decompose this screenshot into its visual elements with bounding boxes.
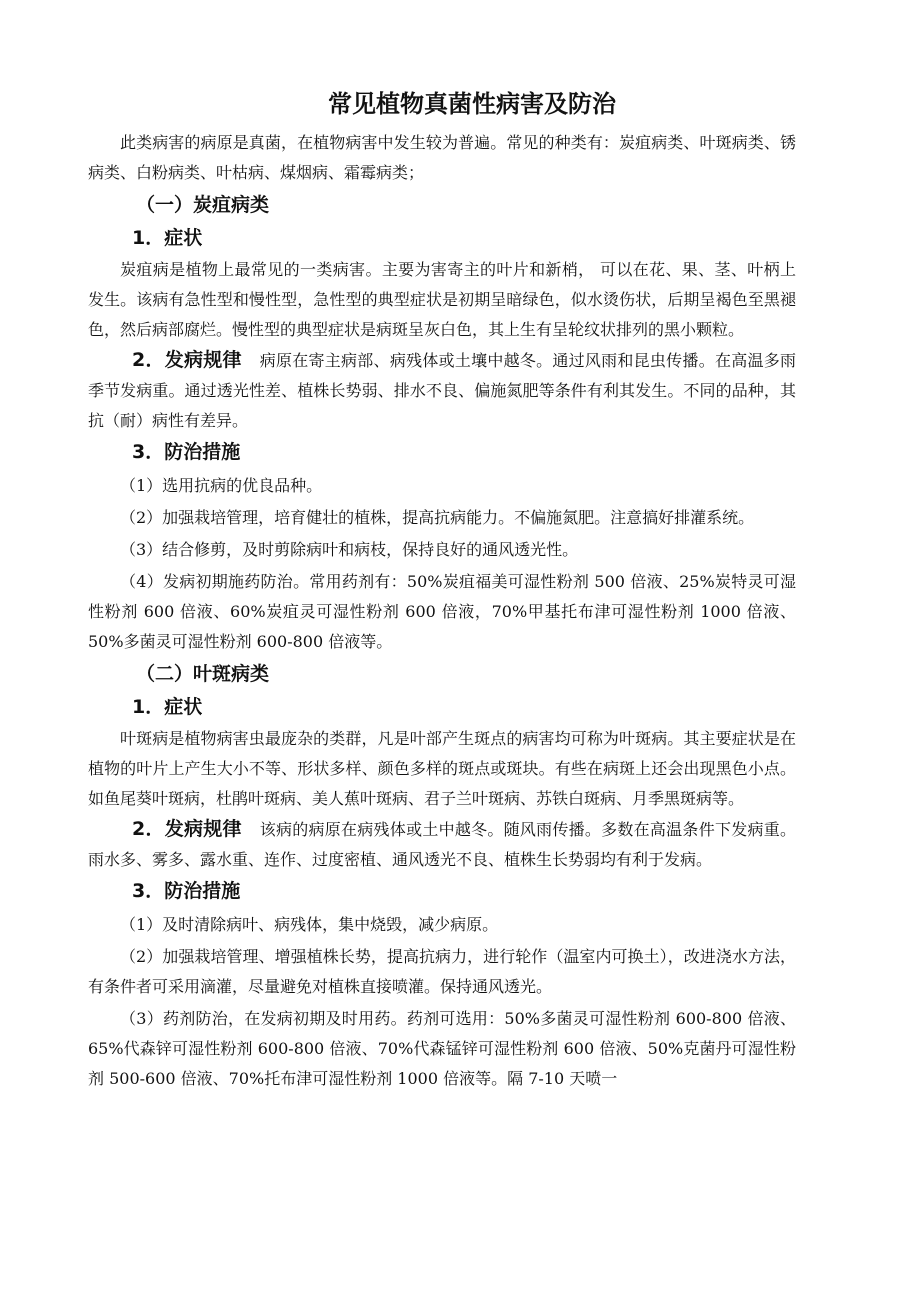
intro-paragraph: 此类病害的病原是真菌，在植物病害中发生较为普遍。常见的种类有：炭疽病类、叶斑病类、锈病类、白粉病类、叶枯病、煤烟病、霜霉病类；: [88, 133, 796, 182]
control-heading: 3．防治措施: [132, 880, 241, 902]
control-item: （2）加强栽培管理，培育健壮的植株，提高抗病能力。不偏施氮肥。注意搞好排灌系统。: [120, 508, 755, 527]
section-heading-leaf-spot: （二）叶斑病类: [136, 663, 270, 685]
control-item: （1）及时清除病叶、病残体，集中烧毁，减少病原。: [120, 915, 499, 934]
document-title: 常见植物真菌性病害及防治: [328, 90, 616, 118]
pattern-text: 该病的病原在病残体或土中越冬。随风雨传播。多数在高温条件下发病重。雨水多、雾多、露水重、连作、过度密植、通风透光不良、植株生长势弱均有利于发病。: [88, 820, 796, 869]
control-item: （2）加强栽培管理、增强植株长势，提高抗病力，进行轮作（温室内可换土），改进浇水方法，有条件者可采用滴灌，尽量避免对植株直接喷灌。保持通风透光。: [88, 947, 796, 996]
symptom-heading: 1．症状: [132, 227, 203, 249]
control-item: （4）发病初期施药防治。常用药剂有：50%炭疽福美可湿性粉剂 500 倍液、25%炭特灵可湿性粉剂 600 倍液、60%炭疽灵可湿性粉剂 600 倍液，70%甲基托布津可湿性粉剂 1000 倍液、50%多菌灵可湿性粉剂 600-800 倍液等。: [88, 572, 796, 651]
symptom-paragraph: 叶斑病是植物病害虫最庞杂的类群，凡是叶部产生斑点的病害均可称为叶斑病。其主要症状是在植物的叶片上产生大小不等、形状多样、颜色多样的斑点或斑块。有些在病斑上还会出现黑色小点。如鱼尾葵叶斑病，杜鹃叶斑病、美人蕉叶斑病、君子兰叶斑病、苏铁白斑病、月季黑斑病等。: [88, 729, 796, 808]
pattern-text: 病原在寄主病部、病残体或土壤中越冬。通过风雨和昆虫传播。在高温多雨季节发病重。通过透光性差、植株长势弱、排水不良、偏施氮肥等条件有利其发生。不同的品种，其抗（耐）病性有差异。: [88, 351, 796, 430]
section-heading-anthracnose: （一）炭疽病类: [136, 194, 270, 216]
control-item: （3）结合修剪，及时剪除病叶和病枝，保持良好的通风透光性。: [120, 540, 579, 559]
control-item: （3）药剂防治，在发病初期及时用药。药剂可选用：50%多菌灵可湿性粉剂 600-800 倍液、65%代森锌可湿性粉剂 600-800 倍液、70%代森锰锌可湿性粉剂 600 倍液、50%克菌丹可湿性粉剂 500-600 倍液、70%托布津可湿性粉剂 1000 倍液等。隔 7-10 天喷一: [88, 1009, 796, 1088]
control-item: （1）选用抗病的优良品种。: [120, 476, 323, 495]
pattern-paragraph: [88, 345, 796, 436]
symptom-heading: 1．症状: [132, 696, 203, 718]
document-page: [88, 84, 796, 1094]
control-heading: 3．防治措施: [132, 441, 241, 463]
pattern-heading: 2．发病规律: [132, 349, 242, 371]
pattern-heading: 2．发病规律: [132, 818, 242, 840]
symptom-paragraph: 炭疽病是植物上最常见的一类病害。主要为害寄主的叶片和新梢， 可以在花、果、茎、叶柄上发生。该病有急性型和慢性型，急性型的典型症状是初期呈暗绿色，似水烫伤状，后期呈褐色至黑褪色，然后病部腐烂。慢性型的典型症状是病斑呈灰白色，其上生有呈轮纹状排列的黑小颗粒。: [88, 260, 796, 339]
pattern-paragraph: [88, 814, 796, 875]
